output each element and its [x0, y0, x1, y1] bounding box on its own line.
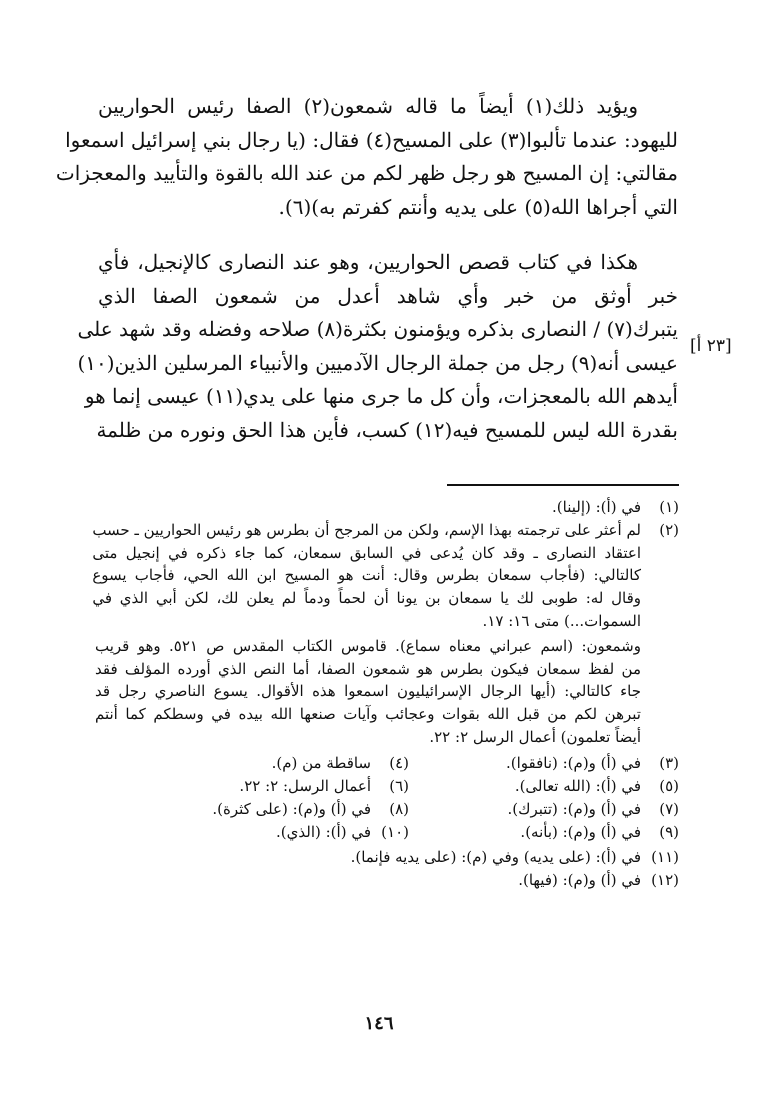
footnote-text: في (أ) و(م): (فيها).	[518, 870, 641, 889]
body-line: خبر أوثق من خبر وأي شاهد أعدل من شمعون الصفا الذي	[98, 283, 678, 308]
footnote-pair-row	[95, 821, 679, 844]
footnote-line: وقال له: طوبى لك يا سمعان بن يونا أن لحماً ودماً لم يعلن لك، لكن أبي الذي في	[92, 589, 641, 608]
footnote-pair-row	[95, 775, 679, 798]
footnote	[409, 821, 679, 844]
footnote-line: من لفظ سمعان فيكون بطرس هو شمعون الصفا، أما النص الذي أورده المؤلف فقد	[95, 659, 641, 678]
footnote-text	[92, 519, 641, 633]
body-line: يتبرك(٧) / النصارى بذكره ويؤمنون بكثرة(٨) صلاحه وفضله وقد شهد على	[77, 317, 678, 341]
footnote-line: اعتقاد النصارى ـ وقد كان يُدعى في السابق سمعان، كما جاء ذكره في إنجيل متى	[92, 543, 641, 562]
footnote-number: (٤)	[389, 753, 409, 772]
footnote	[95, 869, 679, 892]
footnote	[139, 775, 409, 798]
footnote-text: في (أ) و(م): (بأنه).	[520, 822, 641, 841]
footnote-continuation	[95, 635, 679, 749]
footnote	[139, 752, 409, 775]
footnote-number: (٧)	[659, 799, 679, 818]
footnote	[409, 752, 679, 775]
footnote-number: (٣)	[659, 753, 679, 772]
footnote	[92, 519, 679, 633]
footnote	[409, 775, 679, 798]
footnote	[409, 798, 679, 821]
footnote	[139, 798, 409, 821]
footnote-line: تبرهن لكم من قبل الله بقوات وعجائب وآيات صنعها الله بيده في وسطكم كما أنتم	[95, 705, 641, 724]
body-line: لليهود: عندما تألبوا(٣) على المسيح(٤) فقال: (يا رجال بني إسرائيل اسمعوا	[65, 127, 678, 152]
body-line: مقالتي: إن المسيح هو رجل ظهر لكم من عند الله بالقوة والتأييد والمعجزات	[55, 161, 678, 185]
footnote-number: (٢)	[659, 520, 679, 539]
footnotes	[92, 496, 679, 891]
footnote-text: في (أ) و(م): (نافقوا).	[505, 753, 641, 772]
main-paragraph-1	[55, 90, 678, 224]
footnote-number: (٦)	[389, 776, 409, 795]
footnote-separator	[447, 484, 679, 486]
footnote-number: (١٠)	[381, 822, 409, 841]
footnote-text: ساقطة من (م).	[271, 753, 371, 772]
footnote-pairs	[95, 752, 679, 844]
footnote-text: في (أ): (الذي).	[276, 822, 371, 841]
footnote-line: كالتالي: (فأجاب سمعان بطرس وقال: أنت هو المسيح ابن الله الحي، فأجاب يسوع	[92, 566, 641, 585]
body-line: التي أجراها الله(٥) على يديه وأنتم كفرتم به)(٦).	[278, 194, 678, 219]
body-line: بقدرة الله ليس للمسيح فيه(١٢) كسب، فأين هذا الحق ونوره من ظلمة	[96, 417, 678, 442]
body-line: أيدهم الله بالمعجزات، وأن كل ما جرى منها على يدي(١١) عيسى إنما هو	[84, 384, 678, 408]
body-line: ويؤيد ذلك(١) أيضاً ما قاله شمعون(٢) الصفا رئيس الحواريين	[98, 94, 638, 118]
footnote-number: (٩)	[659, 822, 679, 841]
footnote-text: في (أ): (إلينا).	[552, 498, 641, 516]
footnote-line: وشمعون: (اسم عبراني معناه سماع). قاموس الكتاب المقدس ص ٥٢١. وهو قريب	[95, 636, 641, 655]
footnote-pair-row	[95, 752, 679, 775]
footnote-text: أعمال الرسل: ٢: ٢٢.	[239, 776, 371, 795]
footnote-line: جاء كالتالي: (أيها الرجال الإسرائيليون اسمعوا هذه الأقوال. يسوع الناصري رجل قد	[95, 682, 641, 701]
footnote-line: السموات...) متى ١٦: ١٧.	[482, 611, 641, 630]
footnote-number: (٨)	[389, 799, 409, 818]
footnote-number: (١١)	[651, 847, 679, 866]
main-paragraph-2	[77, 246, 678, 447]
body-line: عيسى أنه(٩) رجل من جملة الرجال الآدميين والأنبياء المرسلين الذين(١٠)	[77, 350, 678, 375]
footnote-number: (١)	[659, 498, 679, 516]
footnote-text: في (أ): (على يديه) وفي (م): (على يديه فإنما).	[350, 847, 641, 866]
footnote	[95, 846, 679, 869]
manuscript-folio-marker: [٢٣ أ]	[690, 336, 732, 356]
footnote	[95, 496, 679, 519]
footnote-number: (٥)	[659, 776, 679, 795]
footnote-text: في (أ) و(م): (على كثرة).	[212, 799, 371, 818]
footnote	[139, 821, 409, 844]
page-number: ١٤٦	[364, 1013, 394, 1034]
footnote-line: لم أعثر على ترجمته بهذا الإسم، ولكن من المرجح أن بطرس هو رئيس الحواريين ـ حسب	[92, 520, 641, 539]
footnote-number: (١٢)	[651, 870, 679, 889]
footnote-text: في (أ): (الله تعالى).	[514, 776, 641, 795]
footnote-line: أيضاً تعلمون) أعمال الرسل ٢: ٢٢.	[429, 727, 641, 746]
footnote-text: في (أ) و(م): (تتبرك).	[507, 799, 641, 818]
footnote-pair-row	[95, 798, 679, 821]
body-line: هكذا في كتاب قصص الحواريين، وهو عند النصارى كالإنجيل، فأي	[98, 250, 638, 274]
